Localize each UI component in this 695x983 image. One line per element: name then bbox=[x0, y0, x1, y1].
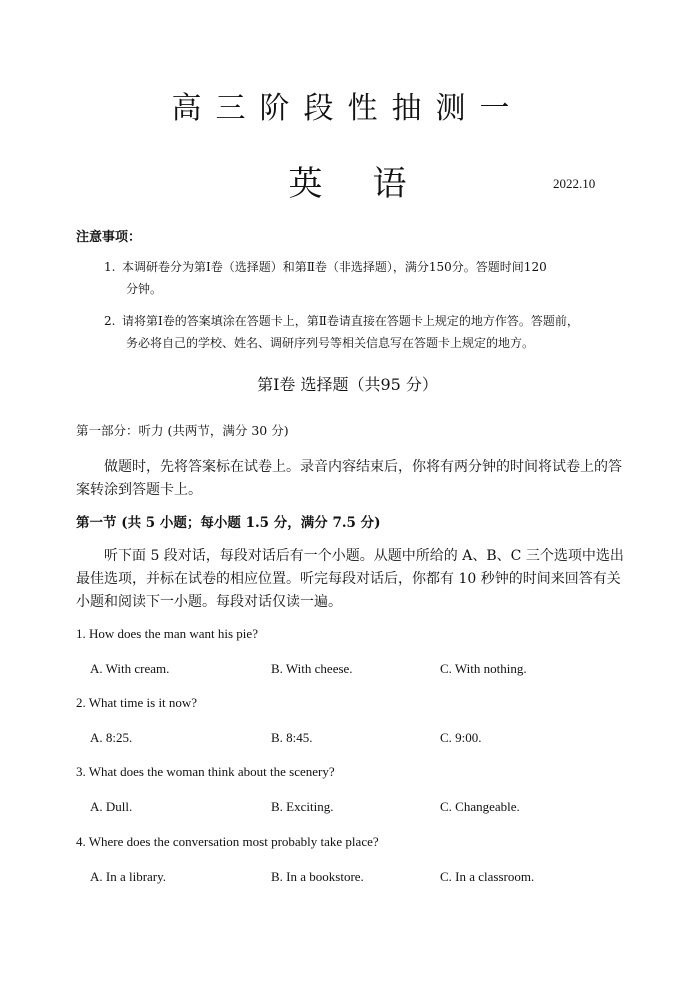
question-1: 1. How does the man want his pie? bbox=[76, 626, 258, 641]
exam-title: 高三阶段性抽测一 bbox=[171, 91, 524, 126]
note-continuation: 分钟。 bbox=[126, 282, 163, 296]
exam-date: 2022.10 bbox=[553, 176, 596, 191]
question-4-option-c: C. In a classroom. bbox=[440, 869, 535, 884]
note-continuation: 务必将自己的学校、姓名、调研序列号等相关信息写在答题卡上规定的地方。 bbox=[126, 336, 535, 350]
question-3: 3. What does the woman think about the scenery? bbox=[76, 764, 335, 779]
question-2-option-c: C. 9:00. bbox=[440, 730, 482, 745]
question-2-option-a: A. 8:25. bbox=[90, 730, 133, 745]
note-text: 本调研卷分为第Ⅰ卷（选择题）和第Ⅱ卷（非选择题），满分150分。答题时间120 bbox=[122, 260, 547, 274]
note-item-2 bbox=[104, 310, 624, 354]
question-4-option-b: B. In a bookstore. bbox=[271, 869, 364, 884]
question-1-option-b: B. With cheese. bbox=[271, 661, 353, 676]
note-number: 1. bbox=[104, 260, 116, 274]
instruction-paragraph-1: 做题时，先将答案标在试卷上。录音内容结束后，你将有两分钟的时间将试卷上的答案转涂到答题卡上。 bbox=[76, 459, 622, 498]
question-1-option-a: A. With cream. bbox=[90, 661, 170, 676]
question-3-option-c: C. Changeable. bbox=[440, 799, 520, 814]
part1-heading: 第Ⅰ卷 选择题（共95 分） bbox=[257, 375, 438, 394]
section-intro: 第一部分：听力 (共两节，满分 30 分) bbox=[76, 423, 289, 438]
note-text: 请将第Ⅰ卷的答案填涂在答题卡上，第Ⅱ卷请直接在答题卡上规定的地方作答。答题前， bbox=[122, 314, 579, 328]
notes-heading: 注意事项： bbox=[76, 230, 142, 245]
section1-heading: 第一节 (共 5 小题；每小题 1.5 分，满分 7.5 分) bbox=[76, 515, 381, 531]
question-2-option-b: B. 8:45. bbox=[271, 730, 313, 745]
question-1-option-c: C. With nothing. bbox=[440, 661, 527, 676]
exam-subject: 英语 bbox=[288, 164, 457, 204]
instruction-paragraph-2: 听下面 5 段对话，每段对话后有一个小题。从题中所给的 A、B、C 三个选项中选出最佳选项，并标在试卷的相应位置。听完每段对话后，你都有 10 秒钟的时间来回答有关小题和阅读下一小题。每段对话仅读一遍。 bbox=[76, 548, 624, 610]
question-2: 2. What time is it now? bbox=[76, 695, 198, 710]
question-3-option-a: A. Dull. bbox=[90, 799, 133, 814]
question-4-option-a: A. In a library. bbox=[90, 869, 167, 884]
note-item-1 bbox=[104, 256, 624, 300]
note-number: 2. bbox=[104, 314, 116, 328]
question-3-option-b: B. Exciting. bbox=[271, 799, 334, 814]
question-4: 4. Where does the conversation most probably take place? bbox=[76, 834, 379, 849]
